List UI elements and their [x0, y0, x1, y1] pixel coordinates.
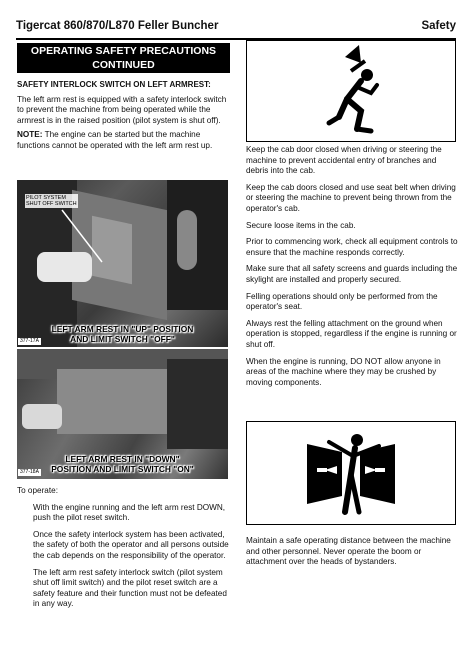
engine-note	[17, 130, 232, 151]
falling-person-icon	[247, 41, 455, 141]
cab-corner	[167, 359, 228, 449]
right-paragraph-8: When the engine is running, DO NOT allow anyone in areas of the machine where they may be crushed by moving components.	[246, 356, 441, 387]
operate-step-3: The left arm rest safety interlock switch (pilot system shut off limit switch) and the pilot reset switch are a safety feature and their function must not be defeated in any way.	[33, 567, 227, 609]
operate-step-2: Once the safety interlock system has been activated, the safety of both the operator and all persons outside the cab depends on the responsibility of the operator.	[33, 529, 229, 560]
left-column-bottom	[17, 486, 232, 610]
crush-hazard-symbol-box	[246, 421, 456, 525]
right-column-lower	[246, 536, 458, 568]
photo2-caption-line-1: LEFT ARM REST IN "DOWN"	[65, 454, 180, 464]
pilot-switch-label	[25, 194, 78, 208]
photo1-tag: 377-17A	[20, 338, 39, 344]
left-column-top	[17, 80, 232, 152]
right-column-upper	[246, 145, 458, 388]
crush-hazard-icon	[247, 422, 455, 524]
note-text: The engine can be started but the machine functions cannot be operated with the left arm rest up.	[17, 130, 213, 150]
interlock-paragraph: The left arm rest is equipped with a safety interlock switch to prevent the machine from being operated while the armrest is in the raised position (pilot system is shut off).	[17, 94, 227, 125]
right-paragraph-2: Keep the cab doors closed and use seat belt when driving or steering the machine to prevent being thrown from the operator's cab.	[246, 182, 456, 213]
document-title: Tigercat 860/870/L870 Feller Buncher	[16, 20, 219, 32]
interlock-subhead: SAFETY INTERLOCK SWITCH ON LEFT ARMREST:	[17, 80, 211, 89]
banner-line-1: OPERATING SAFETY PRECAUTIONS	[30, 45, 217, 57]
pilot-label-line-1: PILOT SYSTEM	[26, 195, 66, 201]
photo1-caption-line-2: AND LIMIT SWITCH "OFF"	[70, 334, 175, 344]
page-header	[16, 20, 456, 40]
right-paragraph-3: Secure loose items in the cab.	[246, 220, 356, 230]
right-paragraph-6: Felling operations should only be performed from the operator's seat.	[246, 291, 438, 312]
bracket-plate	[57, 369, 167, 434]
switch-body-down	[22, 404, 62, 429]
right-paragraph-9: Maintain a safe operating distance between the machine and other personnel. Never operate the boom or attachment over the heads of bystanders.	[246, 536, 451, 567]
right-paragraph-1: Keep the cab door closed when driving or steering the machine to prevent accidental entry of branches and debris into the cab.	[246, 145, 442, 176]
photo1-caption	[17, 324, 228, 344]
right-paragraph-5: Make sure that all safety screens and guards including the skylight are installed and properly secured.	[246, 264, 458, 284]
note-label: NOTE:	[17, 130, 43, 140]
right-paragraph-7: Always rest the felling attachment on the ground when operation is stopped, regardless if the engine is running or shut off.	[246, 318, 457, 349]
operate-step-1: With the engine running and the left arm rest DOWN, push the pilot reset switch.	[33, 502, 226, 523]
photo2-tag: 377-18A	[20, 469, 39, 475]
photo1-caption-line-1: LEFT ARM REST IN "UP" POSITION	[51, 324, 194, 334]
falling-hazard-symbol-box	[246, 40, 456, 142]
section-title: Safety	[421, 20, 456, 32]
right-paragraph-4: Prior to commencing work, check all equipment controls to ensure that the machine responds correctly.	[246, 237, 458, 257]
banner-line-2: CONTINUED	[92, 59, 155, 71]
section-banner	[17, 43, 230, 73]
to-operate-label: To operate:	[17, 486, 58, 495]
pilot-label-line-2: SHUT OFF SWITCH	[26, 201, 77, 207]
photo-armrest-up	[17, 180, 228, 347]
photo2-caption	[17, 454, 228, 474]
photo-armrest-down	[17, 349, 228, 479]
photo2-caption-line-2: POSITION AND LIMIT SWITCH "ON"	[51, 464, 194, 474]
